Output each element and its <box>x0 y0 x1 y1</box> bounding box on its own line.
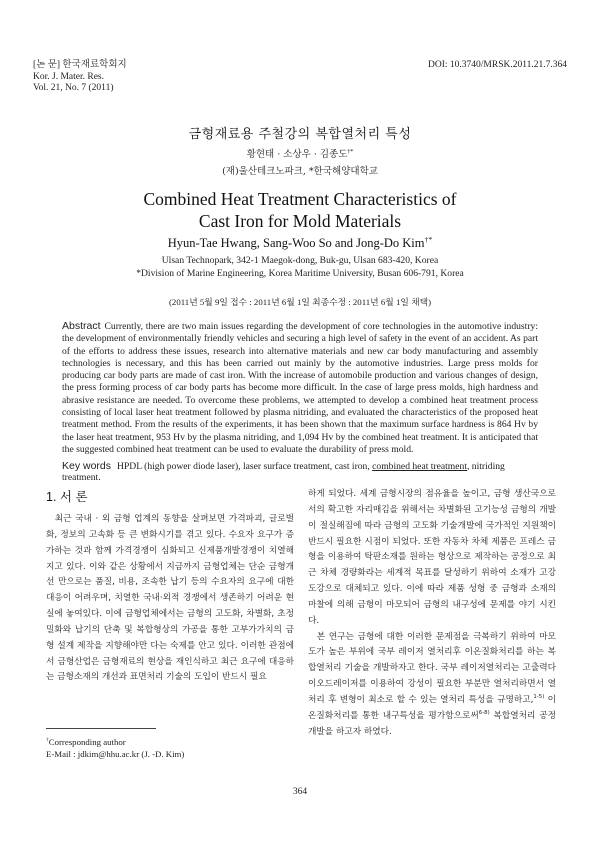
citation-1-5: 1-5) <box>533 694 545 701</box>
keywords-underlined: combined heat treatment <box>372 461 467 472</box>
right-column <box>308 487 556 741</box>
keywords-text: HPDL (high power diode laser), laser surface treatment, cast iron, <box>117 461 373 472</box>
abstract <box>62 320 538 456</box>
right-paragraph-2-text-a: 본 연구는 금형에 대한 이러한 문제점을 극복하기 위하여 마모도가 높은 부위에 국부 레이저 열처리후 이온질화처리를 하는 복합열처리 기술을 개발하자고 한다. 국부 레이저열처리는 고출력다이오드레이저를 이용하여 강성이 필요한 부분만 열처리하면서 열처리 후 변형이 최소로 할 수 있는 열처리 특성을 규명하고, <box>308 631 556 705</box>
corresponding-label: Corresponding author <box>48 737 126 747</box>
journal-volume: Vol. 21, No. 7 (2011) <box>33 83 114 93</box>
right-paragraph-2-text-c: 복합열처리 공정개발을 하고자 하였다. <box>308 710 556 737</box>
section-title: 1. 서 론 <box>46 490 88 504</box>
affiliation-en-1: Ulsan Technopark, 342-1 Maegok-dong, Buk-gu, Ulsan 683-420, Korea <box>161 255 439 266</box>
authors-en <box>0 236 600 251</box>
affiliations-en <box>0 255 600 280</box>
doi: DOI: 10.3740/MRSK.2011.21.7.364 <box>428 60 567 70</box>
authors-kr <box>0 146 600 160</box>
authors-en-names: Hyun-Tae Hwang, Sang-Woo So and Jong-Do Kim <box>167 236 425 250</box>
left-paragraph-1: 최근 국내 · 외 금형 업계의 동향을 살펴보면 가격파괴, 글로벌화, 정보의 고속화 등 큰 변화시기를 겪고 있다. 수요자 요구가 증가하는 것과 함께 가격경쟁이 심화되고 신제품개발경쟁이 치열해지고 있다. 이와 같은 상황에서 지금까지 금형업체는 단순 금형개선 만으로는 품질, 비용, 조속한 납기 등의 수요자의 요구에 대한 대응이 어려우며, 치열한 국내·외적 경쟁에서 생존하기 어려운 현실에 놓여있다. 이에 금형업체에서는 금형의 고도화, 차별화, 초정밀화와 납기의 단축 및 복합형상의 가공을 통한 고부가가치의 금형 설계 제작을 지향해야만 다는 숙제를 안고 있다. 이러한 관점에서 금형산업은 금형재료의 현상을 재인식하고 최근 요구에 대응하는 금형소재의 개선과 표면처리 기술의 도입이 반드시 필요 <box>46 514 294 683</box>
title-en-line2: Cast Iron for Mold Materials <box>198 211 402 231</box>
affiliation-en-2: *Division of Marine Engineering, Korea Maritime University, Busan 606-791, Korea <box>136 267 464 279</box>
affiliation-kr: (재)울산테크노파크, *한국해양대학교 <box>222 166 378 177</box>
footnote-rule <box>46 728 156 729</box>
journal-header <box>33 60 127 95</box>
left-column <box>46 512 294 686</box>
journal-name-kr: [논 문] 한국재료학회지 <box>33 60 127 70</box>
abstract-label: Abstract <box>62 320 101 332</box>
page-number: 364 <box>292 787 308 797</box>
received-dates: (2011년 5월 9일 접수 : 2011년 6월 1일 최종수정 : 2011년 6월 1일 채택) <box>169 297 431 307</box>
title-en-line1: Combined Heat Treatment Characteristics of <box>143 189 457 209</box>
citation-6-8: 6-8) <box>478 709 490 716</box>
right-paragraph-1: 하게 되었다. 세계 금형시장의 점유율을 높이고, 금형 생산국으로서의 확고한 자리매김을 위해서는 차별화된 고기능성 금형의 개발이 절실해짐에 따라 금형의 고도화 기술개발에 국가적인 지원책이 반드시 필요한 시점이 되었다. 또한 자동차 차체 제품은 프레스 금형을 이용하여 탁판소재를 원하는 형상으로 제작하는 공정으로 최근 차체 경량화라는 세계적 목표를 달성하기 위하여 소재가 고강도강으로 대체되고 있다. 이에 따라 제품 성형 중 금형과 소재의 마찰에 의해 금형이 마모되어 금형의 내구성에 문제를 야기 시킨다. <box>308 489 556 626</box>
corresponding-author <box>46 737 184 749</box>
footnote <box>46 737 184 760</box>
keywords-label: Key words <box>62 460 112 472</box>
authors-kr-names: 황현태 · 소상우 · 김종도 <box>246 149 348 160</box>
title-en <box>0 188 600 232</box>
keywords-text-end: , nitriding treatment. <box>62 461 505 483</box>
dagger-mark: † <box>46 737 49 744</box>
authors-en-mark: †* <box>424 234 433 244</box>
title-kr: 금형재료용 주철강의 복합열처리 특성 <box>188 127 412 142</box>
journal-name-en: Kor. J. Mater. Res. <box>33 71 104 82</box>
right-paragraph-2-text-b: 이온질화처리를 통한 내구특성을 평가함으로써 <box>308 694 556 721</box>
corresponding-email: E-Mail : jdkim@hhu.ac.kr (J. -D. Kim) <box>46 748 185 759</box>
authors-kr-mark: †* <box>347 148 354 155</box>
abstract-text: Currently, there are two main issues regarding the development of core technologies in the automotive industry: the development of environmentally friendly vehicles and securing a high level of safety in the event of an accident. As part of the efforts to address these issues, research into alternative materials and new car body manufacturing and assembly technologies is necessary, and this has been carried out mainly by the automotive industries. Large press molds for producing car body parts are made of cast iron. With the increase of automobile production and various changes of design, the press forming process of car body parts has become more difficult. In the case of large press molds, high hardness and abrasive resistance are needed. To overcome these problems, we attempted to develop a combined heat treatment process consisting of local laser heat treatment followed by plasma nitriding, and evaluated the characteristics of the proposed heat treatment method. From the results of the experiments, it has been shown that the maximum surface hardness is 864 Hv by the laser heat treatment, 953 Hv by the plasma nitriding, and 1,094 Hv by the combined heat treatment. It is anticipated that the suggested combined heat treatment can be used to evaluate the durability of press mold. <box>62 321 538 455</box>
keywords <box>62 460 538 483</box>
right-paragraph-2 <box>308 630 556 741</box>
